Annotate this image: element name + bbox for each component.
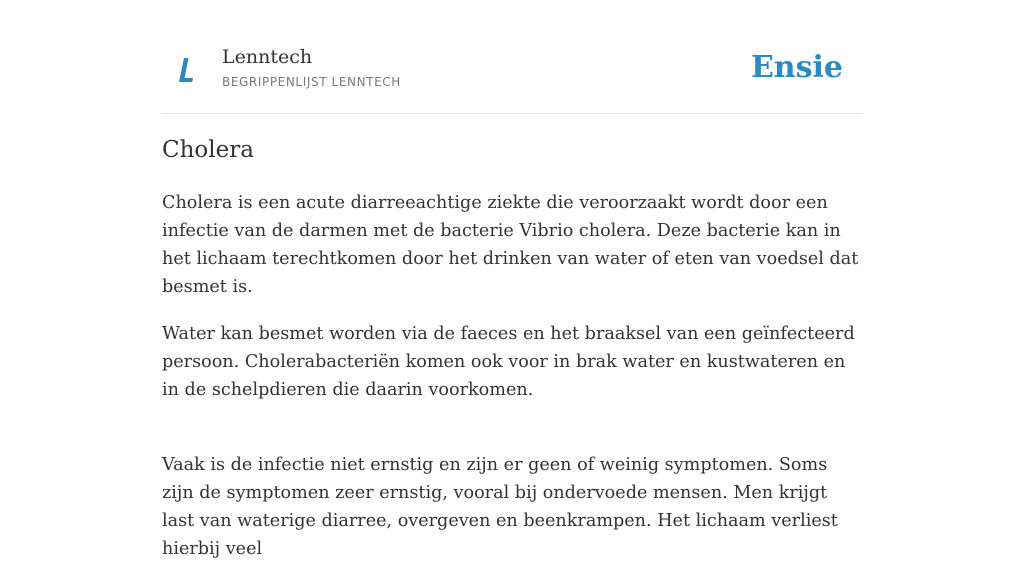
header [162, 0, 862, 114]
paragraph: Cholera is een acute diarreeachtige ziekte die veroorzaakt wordt door een infectie van de darmen met de bacterie Vibrio cholera. Deze bacterie kan in het lichaam terechtkomen door het drinken van water of eten van voedsel dat besmet is. [162, 193, 859, 297]
lenntech-logo-icon[interactable] [176, 55, 196, 85]
page [162, 0, 862, 559]
ensie-brand-logo[interactable]: Ensie [750, 50, 843, 85]
paragraph: Water kan besmet worden via de faeces en het braaksel van een geïnfecteerd persoon. Cholerabacteriën komen ook voor in brak water en kustwateren en in de schelpdieren die daarin voorkomen. [162, 324, 855, 400]
source-name[interactable]: Lenntech [222, 46, 313, 68]
article-body [162, 189, 862, 582]
source-subtitle[interactable]: BEGRIPPENLIJST LENNTECH [222, 75, 401, 89]
page-title: Cholera [162, 137, 254, 163]
paragraph: Vaak is de infectie niet ernstig en zijn er geen of weinig symptomen. Soms zijn de symptomen zeer ernstig, vooral bij ondervoede mensen. Men krijgt last van waterige diarree, overgeven en beenkrampen. Het lichaam verliest hierbij veel [162, 455, 838, 559]
